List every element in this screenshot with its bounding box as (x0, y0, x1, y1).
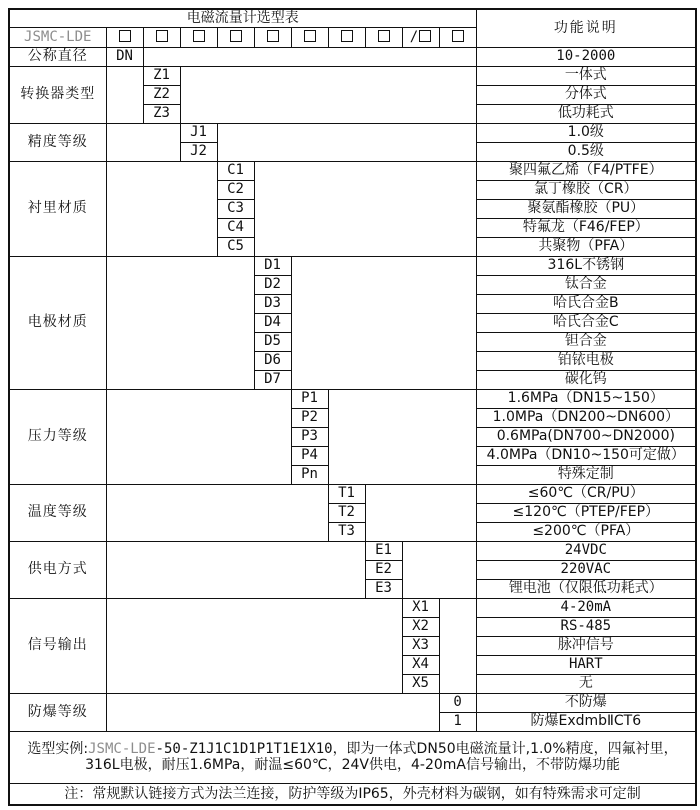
option-code: P2 (291, 408, 328, 427)
checkbox-icon (230, 30, 242, 42)
checkbox-icon (341, 30, 353, 42)
table-title: 电磁流量计选型表 (9, 9, 476, 27)
option-code: E1 (365, 541, 402, 560)
spacer-cell (106, 693, 439, 731)
option-desc: 4-20mA (476, 598, 696, 617)
spacer-cell (217, 123, 476, 161)
note-row (9, 783, 696, 805)
option-code: P4 (291, 446, 328, 465)
option-desc: 特殊定制 (476, 465, 696, 484)
table-row (9, 389, 696, 408)
option-desc: HART (476, 655, 696, 674)
example-row (9, 731, 696, 783)
section-label-accuracy: 精度等级 (9, 123, 106, 161)
option-code: D2 (254, 275, 291, 294)
option-code: X5 (402, 674, 439, 693)
slash-separator: / (409, 28, 419, 45)
example-line-2: 316L电极，耐压1.6MPa，耐温≤60℃，24V供电，4-20mA信号输出，不带防爆功能 (85, 757, 620, 774)
table-row (9, 484, 696, 503)
option-code: D6 (254, 351, 291, 370)
checkbox-icon (193, 30, 205, 42)
option-desc: 氯丁橡胶（CR） (476, 180, 696, 199)
option-code: C2 (217, 180, 254, 199)
table-row (9, 47, 696, 66)
section-label-dn: 公称直径 (9, 47, 106, 66)
section-label-explosion-proof: 防爆等级 (9, 693, 106, 731)
option-desc: 4.0MPa（DN10~150可定做） (476, 446, 696, 465)
section-label-lining-material: 衬里材质 (9, 161, 106, 256)
option-desc: 哈氏合金C (476, 313, 696, 332)
option-code: T3 (328, 522, 365, 541)
option-code: D3 (254, 294, 291, 313)
table-row (9, 161, 696, 180)
example-description: ，即为一体式DN50电磁流量计,1.0%精度，四氟衬里， (332, 740, 678, 757)
option-desc: 哈氏合金B (476, 294, 696, 313)
option-desc: ≤200℃（PFA） (476, 522, 696, 541)
option-desc: 1.0级 (476, 123, 696, 142)
option-code: C3 (217, 199, 254, 218)
option-code: DN (106, 47, 143, 66)
option-desc: 特氟龙（F46/FEP） (476, 218, 696, 237)
model-checkbox-cell-2 (143, 27, 180, 47)
model-checkbox-cell-8 (365, 27, 402, 47)
spacer-cell (328, 389, 476, 484)
option-desc: 锂电池（仅限低功耗式） (476, 579, 696, 598)
option-desc: 316L不锈钢 (476, 256, 696, 275)
table-row (9, 9, 696, 27)
checkbox-icon (267, 30, 279, 42)
model-checkbox-cell-6 (291, 27, 328, 47)
option-desc: 铂铱电极 (476, 351, 696, 370)
option-desc: 24VDC (476, 541, 696, 560)
option-code: Z1 (143, 66, 180, 85)
selection-example (9, 731, 696, 783)
selection-sheet (8, 8, 697, 806)
checkbox-icon (156, 30, 168, 42)
option-desc: 钽合金 (476, 332, 696, 351)
option-desc: 1.6MPa（DN15~150） (476, 389, 696, 408)
model-checkbox-cell-5 (254, 27, 291, 47)
option-code: J1 (180, 123, 217, 142)
option-code: E3 (365, 579, 402, 598)
option-desc: 1.0MPa（DN200~DN600） (476, 408, 696, 427)
spacer-cell (106, 161, 217, 256)
spacer-cell (106, 66, 143, 123)
option-code: X2 (402, 617, 439, 636)
spacer-cell (106, 123, 180, 161)
option-code: D4 (254, 313, 291, 332)
model-checkbox-cell-10 (439, 27, 476, 47)
model-checkbox-cell-4 (217, 27, 254, 47)
spacer-cell (402, 541, 476, 598)
section-label-converter-type: 转换器类型 (9, 66, 106, 123)
option-code: D1 (254, 256, 291, 275)
option-desc: RS-485 (476, 617, 696, 636)
checkbox-icon (378, 30, 390, 42)
option-code: D5 (254, 332, 291, 351)
spacer-cell (106, 256, 254, 389)
option-code: C4 (217, 218, 254, 237)
option-code: E2 (365, 560, 402, 579)
option-desc: 聚氨酯橡胶（PU） (476, 199, 696, 218)
option-desc: 防爆ExdmbⅡCT6 (476, 712, 696, 731)
option-desc: 聚四氟乙烯（F4/PTFE） (476, 161, 696, 180)
option-code: X1 (402, 598, 439, 617)
model-checkbox-cell-7 (328, 27, 365, 47)
option-code: T1 (328, 484, 365, 503)
option-code: X3 (402, 636, 439, 655)
table-row (9, 598, 696, 617)
section-label-temperature-rating: 温度等级 (9, 484, 106, 541)
option-desc: 脉冲信号 (476, 636, 696, 655)
spacer-cell (106, 389, 291, 484)
option-desc: 碳化钨 (476, 370, 696, 389)
table-row (9, 693, 696, 712)
section-label-signal-output: 信号输出 (9, 598, 106, 693)
section-label-power-supply: 供电方式 (9, 541, 106, 598)
section-label-electrode-material: 电极材质 (9, 256, 106, 389)
function-column-header: 功能说明 (476, 9, 696, 47)
option-desc: 10-2000 (476, 47, 696, 66)
option-code: P1 (291, 389, 328, 408)
option-code: 0 (439, 693, 476, 712)
option-desc: ≤60℃（CR/PU） (476, 484, 696, 503)
spacer-cell (143, 47, 476, 66)
option-desc: 低功耗式 (476, 104, 696, 123)
model-prefix: JSMC-LDE (9, 27, 106, 47)
option-desc: 分体式 (476, 85, 696, 104)
option-code: Z2 (143, 85, 180, 104)
option-code: C1 (217, 161, 254, 180)
option-code: Pn (291, 465, 328, 484)
model-checkbox-cell-1 (106, 27, 143, 47)
footnote: 注：常规默认链接方式为法兰连接，防护等级为IP65，外壳材料为碳钢，如有特殊需求可定制 (9, 783, 696, 805)
option-desc: 0.5级 (476, 142, 696, 161)
model-checkbox-cell-3 (180, 27, 217, 47)
example-prefix: 选型实例: (27, 740, 89, 757)
example-line-1 (10, 741, 695, 758)
spacer-cell (106, 541, 365, 598)
option-desc: 一体式 (476, 66, 696, 85)
spacer-cell (439, 598, 476, 693)
option-code: J2 (180, 142, 217, 161)
option-code: C5 (217, 237, 254, 256)
checkbox-icon (452, 30, 464, 42)
spacer-cell (254, 161, 476, 256)
option-desc: 无 (476, 674, 696, 693)
spacer-cell (106, 484, 328, 541)
spacer-cell (291, 256, 476, 389)
option-desc: 不防爆 (476, 693, 696, 712)
model-checkbox-cell-9 (402, 27, 439, 47)
table-row (9, 66, 696, 85)
example-model-prefix: JSMC-LDE (88, 740, 156, 757)
spacer-cell (106, 598, 402, 693)
spacer-cell (180, 66, 476, 123)
table-row (9, 541, 696, 560)
checkbox-icon (304, 30, 316, 42)
checkbox-icon (419, 30, 431, 42)
option-code: X4 (402, 655, 439, 674)
option-code: Z3 (143, 104, 180, 123)
spacer-cell (365, 484, 476, 541)
option-code: T2 (328, 503, 365, 522)
option-code: D7 (254, 370, 291, 389)
option-code: P3 (291, 427, 328, 446)
option-desc: 0.6MPa(DN700~DN2000) (476, 427, 696, 446)
option-desc: 220VAC (476, 560, 696, 579)
table-row (9, 123, 696, 142)
selection-table (8, 8, 697, 806)
table-row (9, 256, 696, 275)
checkbox-icon (119, 30, 131, 42)
option-desc: ≤120℃（PTEP/FEP） (476, 503, 696, 522)
option-desc: 钛合金 (476, 275, 696, 294)
example-model-code: -50-Z1J1C1D1P1T1E1X10 (155, 740, 333, 757)
section-label-pressure-rating: 压力等级 (9, 389, 106, 484)
option-desc: 共聚物（PFA） (476, 237, 696, 256)
option-code: 1 (439, 712, 476, 731)
